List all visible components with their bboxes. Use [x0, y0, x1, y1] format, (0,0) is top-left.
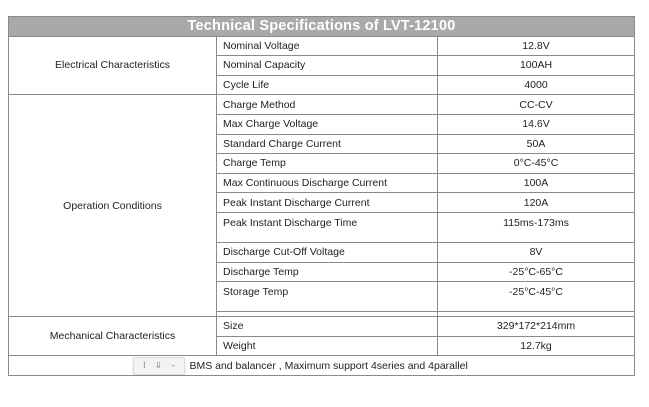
- value-cell: 100AH: [438, 56, 635, 76]
- param-cell: Weight: [217, 336, 438, 356]
- value-cell: 12.7kg: [438, 336, 635, 356]
- table-row: [9, 95, 635, 115]
- param-cell: Peak Instant Discharge Time: [217, 212, 438, 242]
- param-cell: Charge Method: [217, 95, 438, 115]
- floating-toolbar[interactable]: [133, 357, 185, 375]
- value-cell: 14.6V: [438, 114, 635, 134]
- param-cell: Nominal Capacity: [217, 56, 438, 76]
- value-cell: 0°C-45°C: [438, 154, 635, 174]
- minimize-icon[interactable]: –: [170, 360, 176, 371]
- note-text: BMS and balancer , Maximum support 4series and 4parallel: [189, 359, 468, 372]
- group-operation: Operation Conditions: [9, 95, 217, 317]
- param-cell: Size: [217, 317, 438, 337]
- title-row: [9, 17, 635, 37]
- value-cell: 115ms-173ms: [438, 212, 635, 242]
- table-title: Technical Specifications of LVT-12100: [9, 17, 635, 37]
- value-cell: 4000: [438, 75, 635, 95]
- table-row: [9, 36, 635, 56]
- value-cell: 100A: [438, 173, 635, 193]
- param-cell: Charge Temp: [217, 154, 438, 174]
- param-cell: Max Charge Voltage: [217, 114, 438, 134]
- param-cell: Standard Charge Current: [217, 134, 438, 154]
- value-cell: 50A: [438, 134, 635, 154]
- spec-table: [8, 16, 635, 376]
- group-mechanical: Mechanical Characteristics: [9, 317, 217, 356]
- value-cell: -25°C-45°C: [438, 282, 635, 312]
- group-electrical: Electrical Characteristics: [9, 36, 217, 95]
- note-row: [9, 356, 635, 376]
- value-cell: CC-CV: [438, 95, 635, 115]
- value-cell: 8V: [438, 242, 635, 262]
- param-cell: Max Continuous Discharge Current: [217, 173, 438, 193]
- download-arrow-icon[interactable]: ⇓: [154, 360, 163, 371]
- param-cell: Discharge Temp: [217, 262, 438, 282]
- param-cell: Cycle Life: [217, 75, 438, 95]
- param-cell: Discharge Cut-Off Voltage: [217, 242, 438, 262]
- param-cell: Peak Instant Discharge Current: [217, 193, 438, 213]
- table-row: [9, 317, 635, 337]
- value-cell: 12.8V: [438, 36, 635, 56]
- param-cell: Nominal Voltage: [217, 36, 438, 56]
- note-cell: [9, 356, 635, 376]
- spec-sheet: [8, 16, 634, 376]
- value-cell: -25°C-65°C: [438, 262, 635, 282]
- text-cursor-icon[interactable]: I: [143, 360, 146, 371]
- value-cell: 329*172*214mm: [438, 317, 635, 337]
- param-cell: Storage Temp: [217, 282, 438, 312]
- value-cell: 120A: [438, 193, 635, 213]
